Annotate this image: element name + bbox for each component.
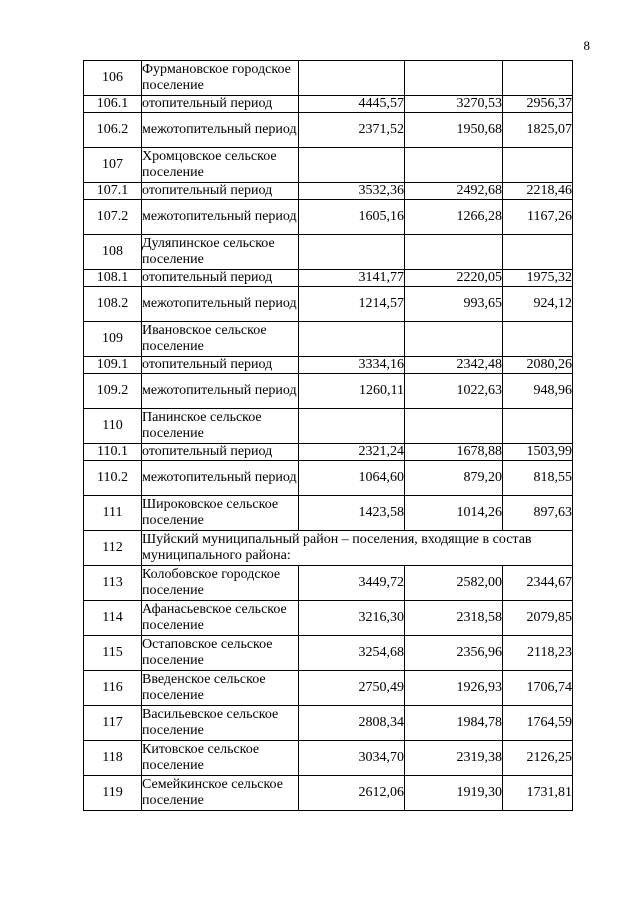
value-cell-v2: 2342,48 <box>405 357 503 374</box>
value-cell-v3: 1975,32 <box>503 270 573 287</box>
table-row <box>84 706 573 741</box>
value-cell-v1: 3216,30 <box>299 601 405 636</box>
settlement-name: отопительный период <box>142 270 299 287</box>
value-cell-v2: 3270,53 <box>405 96 503 113</box>
value-cell-v2: 2492,68 <box>405 183 503 200</box>
value-cell-v2: 1678,88 <box>405 444 503 461</box>
row-number: 119 <box>84 776 142 811</box>
value-cell-v2: 879,20 <box>405 461 503 496</box>
value-cell-v3 <box>503 148 573 183</box>
value-cell-v2: 1919,30 <box>405 776 503 811</box>
table-row <box>84 148 573 183</box>
value-cell-v1: 3334,16 <box>299 357 405 374</box>
row-number: 115 <box>84 636 142 671</box>
value-cell-v1: 2612,06 <box>299 776 405 811</box>
value-cell-v1 <box>299 235 405 270</box>
settlement-name: Колобовское городское поселение <box>142 566 299 601</box>
row-number: 116 <box>84 671 142 706</box>
row-number: 107 <box>84 148 142 183</box>
settlement-name: Остаповское сельское поселение <box>142 636 299 671</box>
value-cell-v1 <box>299 322 405 357</box>
value-cell-v1: 4445,57 <box>299 96 405 113</box>
value-cell-v2: 2220,05 <box>405 270 503 287</box>
value-cell-v3: 2080,26 <box>503 357 573 374</box>
row-number: 108.1 <box>84 270 142 287</box>
settlement-name: Введенское сельское поселение <box>142 671 299 706</box>
table-row <box>84 566 573 601</box>
value-cell-v3: 1731,81 <box>503 776 573 811</box>
value-cell-v2: 1266,28 <box>405 200 503 235</box>
settlement-name: Афанасьевское сельское поселение <box>142 601 299 636</box>
value-cell-v1: 3449,72 <box>299 566 405 601</box>
row-number: 108 <box>84 235 142 270</box>
row-number: 110.1 <box>84 444 142 461</box>
value-cell-v3: 948,96 <box>503 374 573 409</box>
value-cell-v3: 897,63 <box>503 496 573 531</box>
row-number: 110 <box>84 409 142 444</box>
table-row <box>84 671 573 706</box>
page-number: 8 <box>583 38 590 53</box>
value-cell-v2: 1014,26 <box>405 496 503 531</box>
value-cell-v2: 2319,38 <box>405 741 503 776</box>
value-cell-v1 <box>299 409 405 444</box>
value-cell-v3: 2344,67 <box>503 566 573 601</box>
value-cell-v3: 924,12 <box>503 287 573 322</box>
row-number: 113 <box>84 566 142 601</box>
row-number: 109.1 <box>84 357 142 374</box>
row-number: 109.2 <box>84 374 142 409</box>
value-cell-v3 <box>503 235 573 270</box>
settlement-name: Васильевское сельское поселение <box>142 706 299 741</box>
value-cell-v2 <box>405 322 503 357</box>
table-row <box>84 461 573 496</box>
value-cell-v3: 1503,99 <box>503 444 573 461</box>
value-cell-v3: 1764,59 <box>503 706 573 741</box>
value-cell-v1: 3141,77 <box>299 270 405 287</box>
row-number: 112 <box>84 531 142 566</box>
value-cell-v2: 1926,93 <box>405 671 503 706</box>
table-row <box>84 409 573 444</box>
value-cell-v1: 1423,58 <box>299 496 405 531</box>
value-cell-v3: 2218,46 <box>503 183 573 200</box>
value-cell-v3: 1167,26 <box>503 200 573 235</box>
value-cell-v3: 2126,25 <box>503 741 573 776</box>
settlement-name: межотопительный период <box>142 113 299 148</box>
value-cell-v1 <box>299 148 405 183</box>
value-cell-v1: 2808,34 <box>299 706 405 741</box>
table-row <box>84 374 573 409</box>
table-row <box>84 61 573 96</box>
value-cell-v3: 1825,07 <box>503 113 573 148</box>
settlement-name: отопительный период <box>142 444 299 461</box>
row-number: 114 <box>84 601 142 636</box>
value-cell-v1: 2321,24 <box>299 444 405 461</box>
table-row <box>84 235 573 270</box>
table-row <box>84 776 573 811</box>
table-row <box>84 741 573 776</box>
table-row <box>84 531 573 566</box>
value-cell-v2: 993,65 <box>405 287 503 322</box>
row-number: 117 <box>84 706 142 741</box>
settlement-name: отопительный период <box>142 96 299 113</box>
value-cell-v2: 1984,78 <box>405 706 503 741</box>
value-cell-v1: 3532,36 <box>299 183 405 200</box>
table-body <box>84 61 573 811</box>
value-cell-v1: 2750,49 <box>299 671 405 706</box>
value-cell-v3: 818,55 <box>503 461 573 496</box>
value-cell-v1 <box>299 61 405 96</box>
settlement-name: Хромцовское сельское поселение <box>142 148 299 183</box>
value-cell-v2 <box>405 148 503 183</box>
value-cell-v1: 1064,60 <box>299 461 405 496</box>
value-cell-v2: 1950,68 <box>405 113 503 148</box>
row-number: 106.2 <box>84 113 142 148</box>
value-cell-v3: 2956,37 <box>503 96 573 113</box>
table-row <box>84 287 573 322</box>
tariff-table <box>83 60 573 811</box>
value-cell-v1: 3034,70 <box>299 741 405 776</box>
table-row <box>84 96 573 113</box>
settlement-name: межотопительный период <box>142 374 299 409</box>
settlement-name: Дуляпинское сельское поселение <box>142 235 299 270</box>
table-row <box>84 322 573 357</box>
value-cell-v2: 1022,63 <box>405 374 503 409</box>
value-cell-v2: 2356,96 <box>405 636 503 671</box>
value-cell-v1: 1605,16 <box>299 200 405 235</box>
value-cell-v3: 2079,85 <box>503 601 573 636</box>
row-number: 108.2 <box>84 287 142 322</box>
value-cell-v3 <box>503 322 573 357</box>
row-number: 106.1 <box>84 96 142 113</box>
value-cell-v3: 1706,74 <box>503 671 573 706</box>
settlement-name: межотопительный период <box>142 461 299 496</box>
value-cell-v1: 2371,52 <box>299 113 405 148</box>
settlement-name: Широковское сельское поселение <box>142 496 299 531</box>
table-row <box>84 496 573 531</box>
value-cell-v1: 1214,57 <box>299 287 405 322</box>
settlement-name: отопительный период <box>142 183 299 200</box>
value-cell-v2 <box>405 409 503 444</box>
value-cell-v3 <box>503 409 573 444</box>
value-cell-v2: 2318,58 <box>405 601 503 636</box>
value-cell-v1: 3254,68 <box>299 636 405 671</box>
row-number: 110.2 <box>84 461 142 496</box>
table-row <box>84 200 573 235</box>
table-row <box>84 444 573 461</box>
row-number: 118 <box>84 741 142 776</box>
value-cell-v2 <box>405 235 503 270</box>
table-row <box>84 636 573 671</box>
table-row <box>84 601 573 636</box>
settlement-name: Ивановское сельское поселение <box>142 322 299 357</box>
value-cell-v2 <box>405 61 503 96</box>
row-number: 107.2 <box>84 200 142 235</box>
settlement-name: Китовское сельское поселение <box>142 741 299 776</box>
table-row <box>84 113 573 148</box>
value-cell-v3 <box>503 61 573 96</box>
settlement-name: отопительный период <box>142 357 299 374</box>
table-row <box>84 183 573 200</box>
settlement-name: межотопительный период <box>142 200 299 235</box>
district-heading: Шуйский муниципальный район – поселения, входящие в состав муниципального района: <box>142 531 573 566</box>
settlement-name: Фурмановское городское поселение <box>142 61 299 96</box>
value-cell-v1: 1260,11 <box>299 374 405 409</box>
row-number: 106 <box>84 61 142 96</box>
settlement-name: Панинское сельское поселение <box>142 409 299 444</box>
settlement-name: межотопительный период <box>142 287 299 322</box>
value-cell-v2: 2582,00 <box>405 566 503 601</box>
value-cell-v3: 2118,23 <box>503 636 573 671</box>
row-number: 109 <box>84 322 142 357</box>
row-number: 107.1 <box>84 183 142 200</box>
row-number: 111 <box>84 496 142 531</box>
table-row <box>84 270 573 287</box>
settlement-name: Семейкинское сельское поселение <box>142 776 299 811</box>
table-row <box>84 357 573 374</box>
